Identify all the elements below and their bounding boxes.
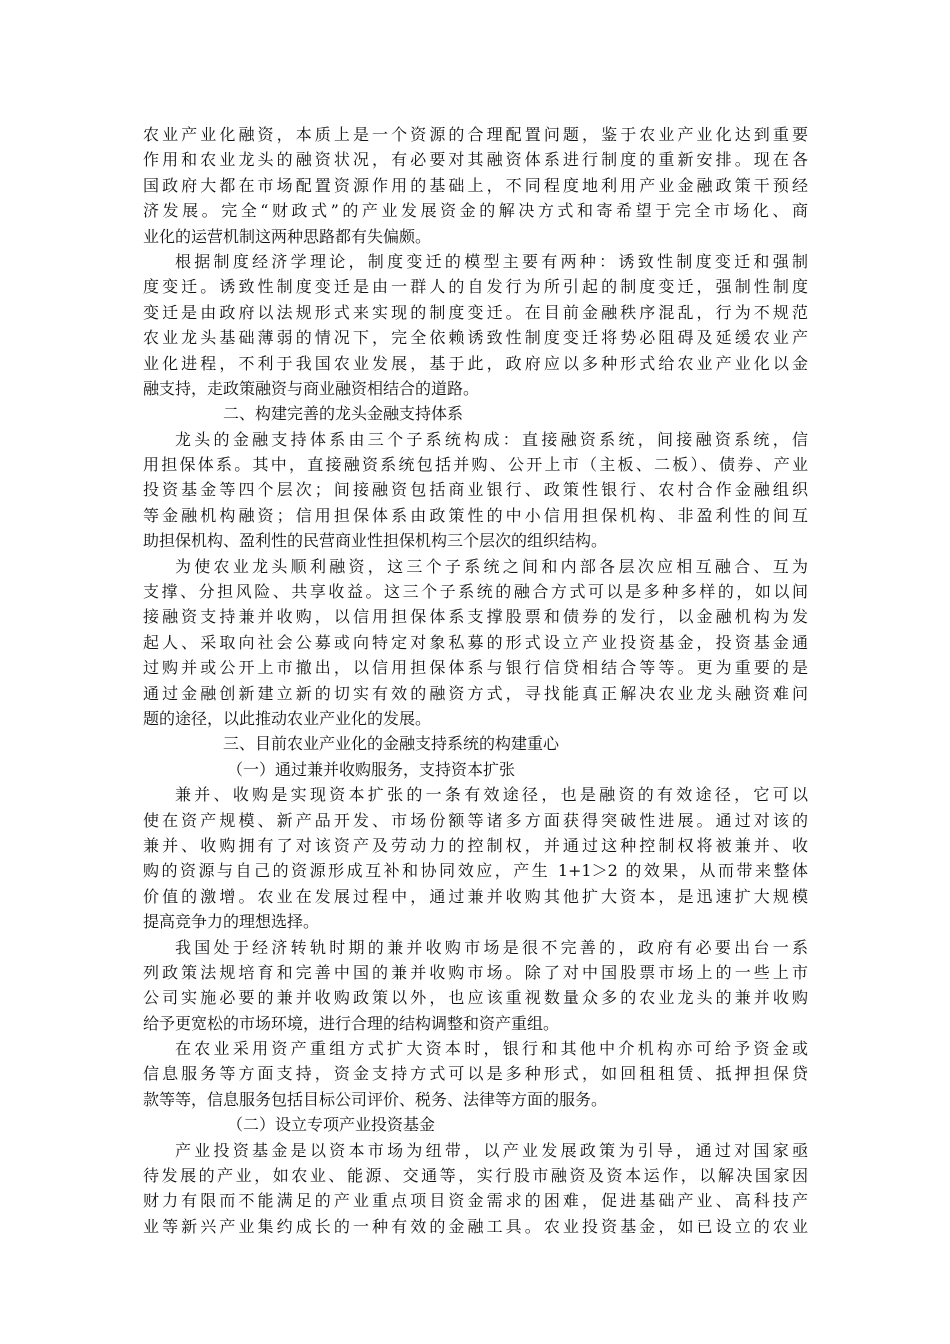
text-line: 龙头的金融支持体系由三个子系统构成：直接融资系统，间接融资系统，信 (175, 429, 808, 449)
text-line: 题的途径，以此推动农业产业化的发展。 (143, 708, 432, 728)
text-line: 购的资源与自己的资源形成互补和协同效应，产生 1+1＞2 的效果，从而带来整体 (143, 861, 808, 881)
text-line: 列政策法规培育和完善中国的兼并收购市场。除了对中国股票市场上的一些上市 (143, 962, 808, 982)
text-line: 国政府大都在市场配置资源作用的基础上，不同程度地利用产业金融政策干预经 (143, 175, 808, 195)
text-line: 公司实施必要的兼并收购政策以外，也应该重视数量众多的农业龙头的兼并收购 (143, 988, 808, 1008)
text-line: 在农业采用资产重组方式扩大资本时，银行和其他中介机构亦可给予资金或 (175, 1039, 808, 1059)
text-line: 产业投资基金是以资本市场为纽带，以产业发展政策为引导，通过对国家亟 (175, 1140, 808, 1160)
text-line: 投资基金等四个层次；间接融资包括商业银行、政策性银行、农村合作金融组织 (143, 480, 808, 500)
text-line: 款等等，信息服务包括目标公司评价、税务、法律等方面的服务。 (143, 1089, 608, 1109)
text-line: 为使农业龙头顺利融资，这三个子系统之间和内部各层次应相互融合、互为 (175, 556, 808, 576)
paragraph (143, 122, 808, 249)
text-line: 作用和农业龙头的融资状况，有必要对其融资体系进行制度的重新安排。现在各 (143, 150, 808, 170)
text-line: 我国处于经济转轨时期的兼并收购市场是很不完善的，政府有必要出台一系 (175, 937, 808, 957)
text-line: 根据制度经济学理论，制度变迁的模型主要有两种：诱致性制度变迁和强制 (175, 251, 808, 271)
text-line: 提高竞争力的理想选择。 (143, 912, 320, 932)
text-line: 起人、采取向社会公募或向特定对象私募的形式设立产业投资基金，投资基金通 (143, 632, 808, 652)
text-line: 给予更宽松的市场环境，进行合理的结构调整和资产重组。 (143, 1013, 560, 1033)
paragraph (143, 1036, 808, 1112)
paragraph (143, 249, 808, 401)
paragraph (143, 935, 808, 1037)
text-line: 过购并或公开上市撤出，以信用担保体系与银行信贷相结合等等。更为重要的是 (143, 658, 808, 678)
text-line: 财力有限而不能满足的产业重点项目资金需求的困难，促进基础产业、高科技产 (143, 1191, 808, 1211)
document-page (143, 122, 808, 1239)
text-line: 融支持，走政策融资与商业融资相结合的道路。 (143, 378, 480, 398)
text-line: 等金融机构融资；信用担保体系由政策性的中小信用担保机构、非盈利性的间互 (143, 505, 808, 525)
text-line: 农业龙头基础薄弱的情况下，完全依赖诱致性制度变迁将势必阻碍及延缓农业产 (143, 328, 808, 348)
text-line: 信息服务等方面支持，资金支持方式可以是多种形式，如回租租赁、抵押担保贷 (143, 1064, 808, 1084)
text-line: 待发展的产业，如农业、能源、交通等，实行股市融资及资本运作，以解决国家因 (143, 1166, 808, 1186)
text-line: 助担保机构、盈利性的民营商业性担保机构三个层次的组织结构。 (143, 531, 608, 551)
paragraph (143, 554, 808, 732)
text-line: 兼并、收购拥有了对该资产及劳动力的控制权，并通过这种控制权将被兼并、收 (143, 835, 808, 855)
text-line: 度变迁。诱致性制度变迁是由一群人的自发行为所引起的制度变迁，强制性制度 (143, 277, 808, 297)
text-line: 业化的运营机制这两种思路都有失偏颇。 (143, 226, 432, 246)
text-line: 济发展。完全“财政式”的产业发展资金的解决方式和寄希望于完全市场化、商 (143, 201, 808, 221)
subsection-heading: （一）通过兼并收购服务，支持资本扩张 (227, 759, 516, 779)
text-line: 使在资产规模、新产品开发、市场份额等诸多方面获得突破性进展。通过对该的 (143, 810, 808, 830)
text-line: 兼并、收购是实现资本扩张的一条有效途径，也是融资的有效途径，它可以 (175, 785, 808, 805)
text-line: 变迁是由政府以法规形式来实现的制度变迁。在目前金融秩序混乱，行为不规范 (143, 302, 808, 322)
text-line: 农业产业化融资，本质上是一个资源的合理配置问题，鉴于农业产业化达到重要 (143, 125, 808, 144)
section-heading: 三、目前农业产业化的金融支持系统的构建重心 (223, 734, 560, 754)
text-line: 用担保体系。其中，直接融资系统包括并购、公开上市（主板、二板）、债券、产业 (143, 455, 808, 475)
text-line: 价值的激增。农业在发展过程中，通过兼并收购其他扩大资本，是迅速扩大规模 (143, 886, 808, 906)
text-line: 通过金融创新建立新的切实有效的融资方式，寻找能真正解决农业龙头融资难问 (143, 683, 808, 703)
text-line: 业化进程，不利于我国农业发展，基于此，政府应以多种形式给农业产业化以金 (143, 353, 808, 373)
section-heading: 二、构建完善的龙头金融支持体系 (223, 404, 464, 424)
paragraph (143, 1138, 808, 1240)
subsection-heading: （二）设立专项产业投资基金 (227, 1115, 436, 1135)
text-line: 支撑、分担风险、共享收益。这三个子系统的融合方式可以是多种多样的，如以间 (143, 582, 808, 602)
paragraph (143, 427, 808, 554)
paragraph (143, 782, 808, 934)
text-line: 接融资支持兼并收购，以信用担保体系支撑股票和债券的发行，以金融机构为发 (143, 607, 808, 627)
text-line: 业等新兴产业集约成长的一种有效的金融工具。农业投资基金，如已设立的农业 (143, 1216, 808, 1236)
